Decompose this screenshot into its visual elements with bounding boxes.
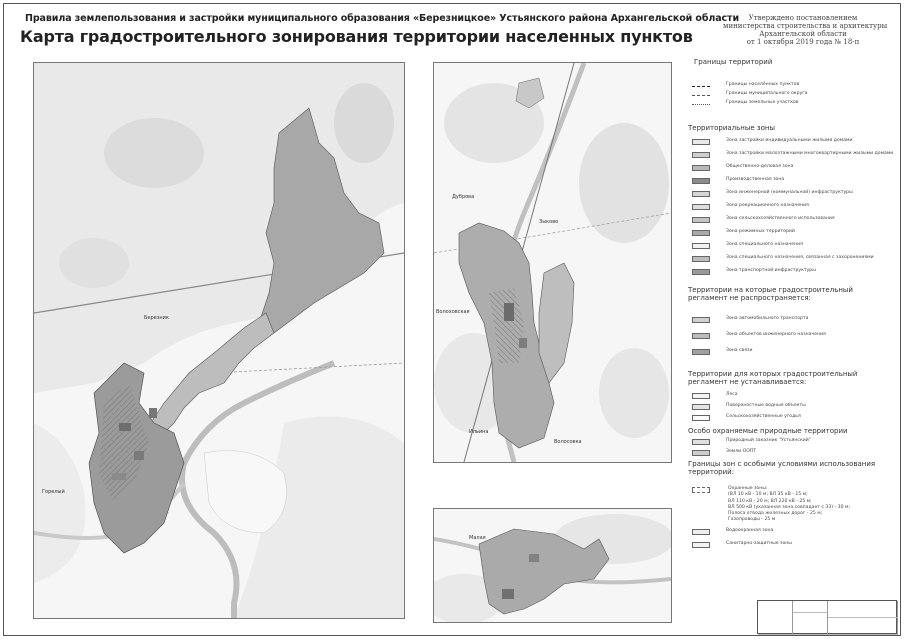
legend-label: Границы муниципального округа — [726, 91, 808, 96]
special-notes — [728, 486, 850, 524]
legend-swatch — [692, 178, 710, 184]
page-title: Карта градостроительного зонирования территории населенных пунктов — [20, 27, 693, 46]
field-area — [204, 451, 287, 534]
map-legend — [684, 58, 894, 588]
parcel — [119, 423, 131, 431]
document-subtitle: Правила землепользования и застройки муниципального образования «Березницкое» Устьянского района Архангельской области — [25, 13, 740, 24]
legend-heading: Территориальные зоны — [688, 124, 776, 132]
legend-label: Зона специального назначения — [726, 242, 803, 247]
note-line: Полоса отвода железных дорог - 25 м; — [728, 511, 823, 517]
legend-heading: Территории для которых градостроительный регламент не устанавливается: — [688, 370, 858, 386]
legend-heading: Границы территорий — [694, 58, 773, 66]
legend-swatch — [692, 317, 710, 323]
legend-label: Зона автомобильного транспорта — [726, 316, 809, 321]
legend-swatch — [692, 269, 710, 275]
legend-label: Зона сельскохозяйственного использования — [726, 216, 835, 221]
inset-map-north[interactable] — [433, 62, 672, 463]
legend-heading: Особо охраняемые природные территории — [688, 427, 848, 435]
legend-label: Зона инженерной (коммунальной) инфраструктуры — [726, 190, 853, 195]
legend-swatch — [692, 542, 710, 548]
title-block-stamp — [757, 600, 897, 634]
legend-swatch — [692, 139, 710, 145]
legend-swatch — [692, 404, 710, 410]
legend-swatch — [692, 230, 710, 236]
inset-map-south[interactable] — [433, 508, 672, 623]
legend-label: Зона связи — [726, 348, 753, 353]
inset-map-south-canvas — [434, 509, 671, 622]
note-line: ВЛ 110 кВ - 20 м; ВЛ 220 кВ - 25 м; — [728, 498, 812, 504]
legend-label: Поверхностные водные объекты — [726, 403, 806, 408]
main-map[interactable] — [33, 62, 405, 619]
note-line: (ВЛ 10 кВ - 10 м; ВЛ 35 кВ - 15 м; — [728, 492, 808, 498]
parcel — [149, 408, 157, 418]
note-line: Охранные зоны: — [728, 486, 768, 491]
boundary-swatch — [692, 86, 710, 87]
map-label: Ильина — [469, 429, 489, 435]
legend-swatch — [692, 450, 710, 456]
map-label: Березник — [144, 315, 169, 321]
note-line: ВЛ 500 кВ (указанная зона совпадает с ЗЗ) - 30 м; — [728, 504, 850, 510]
settlement-area — [539, 263, 574, 383]
forest-area — [334, 83, 394, 163]
legend-label: Общественно-деловая зона — [726, 164, 794, 169]
legend-swatch — [692, 333, 710, 339]
legend-label: Земли ООПТ — [726, 449, 757, 454]
legend-swatch — [692, 439, 710, 445]
parcel — [112, 473, 126, 480]
legend-label: Водоохранная зона — [726, 528, 774, 533]
legend-label: Границы населённых пунктов — [726, 82, 800, 87]
parcel — [134, 451, 144, 460]
legend-label: Границы земельных участков — [726, 100, 799, 105]
main-map-canvas — [34, 63, 404, 618]
forest-area — [34, 423, 85, 583]
legend-swatch — [692, 165, 710, 171]
legend-swatch — [692, 529, 710, 535]
approval-line: министерства строительства и архитектуры — [723, 22, 888, 30]
legend-label: Зона рекреационного назначения — [726, 203, 809, 208]
parcel — [529, 554, 539, 562]
legend-label: Зона специального назначения, связанная с захоронениями — [726, 255, 874, 260]
forest-area — [59, 238, 129, 288]
legend-label: Зона застройки индивидуальными жилыми домами — [726, 138, 853, 143]
legend-label: Производственная зона — [726, 177, 785, 182]
legend-swatch — [692, 243, 710, 249]
settlement-area — [516, 78, 544, 108]
legend-swatch — [692, 349, 710, 355]
legend-label: Зона застройки малоэтажными многоквартирными жилыми домами — [726, 151, 894, 156]
forest-area — [579, 123, 669, 243]
map-label: Волоховская — [436, 309, 470, 315]
legend-label: Леса — [726, 392, 738, 397]
legend-heading: Границы зон с особыми условиями использования территорий: — [688, 460, 876, 476]
approval-line: от 1 октября 2019 года № 18-п — [746, 38, 860, 46]
boundary-swatch — [692, 95, 710, 96]
parcel — [504, 303, 514, 321]
map-label: Зыково — [539, 219, 559, 225]
legend-label: Природный заказник "Устьянский" — [726, 438, 811, 443]
note-line: Газопроводы - 25 м — [728, 517, 776, 523]
legend-label: Зона объектов инженерного назначения — [726, 332, 826, 337]
parcel — [502, 589, 514, 599]
legend-swatch — [692, 256, 710, 262]
forest-area — [599, 348, 669, 438]
map-label: Горелый — [42, 489, 65, 495]
legend-swatch — [692, 415, 710, 421]
approval-line: Утверждено постановлением — [748, 14, 858, 22]
legend-swatch — [692, 487, 710, 493]
approval-line: Архангельской области — [759, 30, 847, 38]
legend-swatch — [692, 217, 710, 223]
legend-swatch — [692, 191, 710, 197]
inset-map-north-canvas — [434, 63, 671, 462]
boundary-swatch — [692, 104, 710, 105]
legend-swatch — [692, 393, 710, 399]
parcel — [519, 338, 527, 348]
map-label: Волосовка — [554, 439, 582, 445]
approval-note — [723, 14, 888, 46]
legend-swatch — [692, 152, 710, 158]
legend-label: Сельскохозяйственные угодья — [726, 414, 801, 419]
legend-label: Зона транспортной инфраструктуры — [726, 268, 816, 273]
legend-swatch — [692, 204, 710, 210]
legend-label: Зона режимных территорий — [726, 229, 795, 234]
map-label: Малая — [469, 535, 486, 541]
map-label: Дуброва — [452, 194, 475, 200]
forest-area — [104, 118, 204, 188]
legend-label: Санитарно-защитные зоны — [726, 541, 792, 546]
legend-heading: Территории на которые градостроительный регламент не распространяется: — [688, 286, 853, 302]
